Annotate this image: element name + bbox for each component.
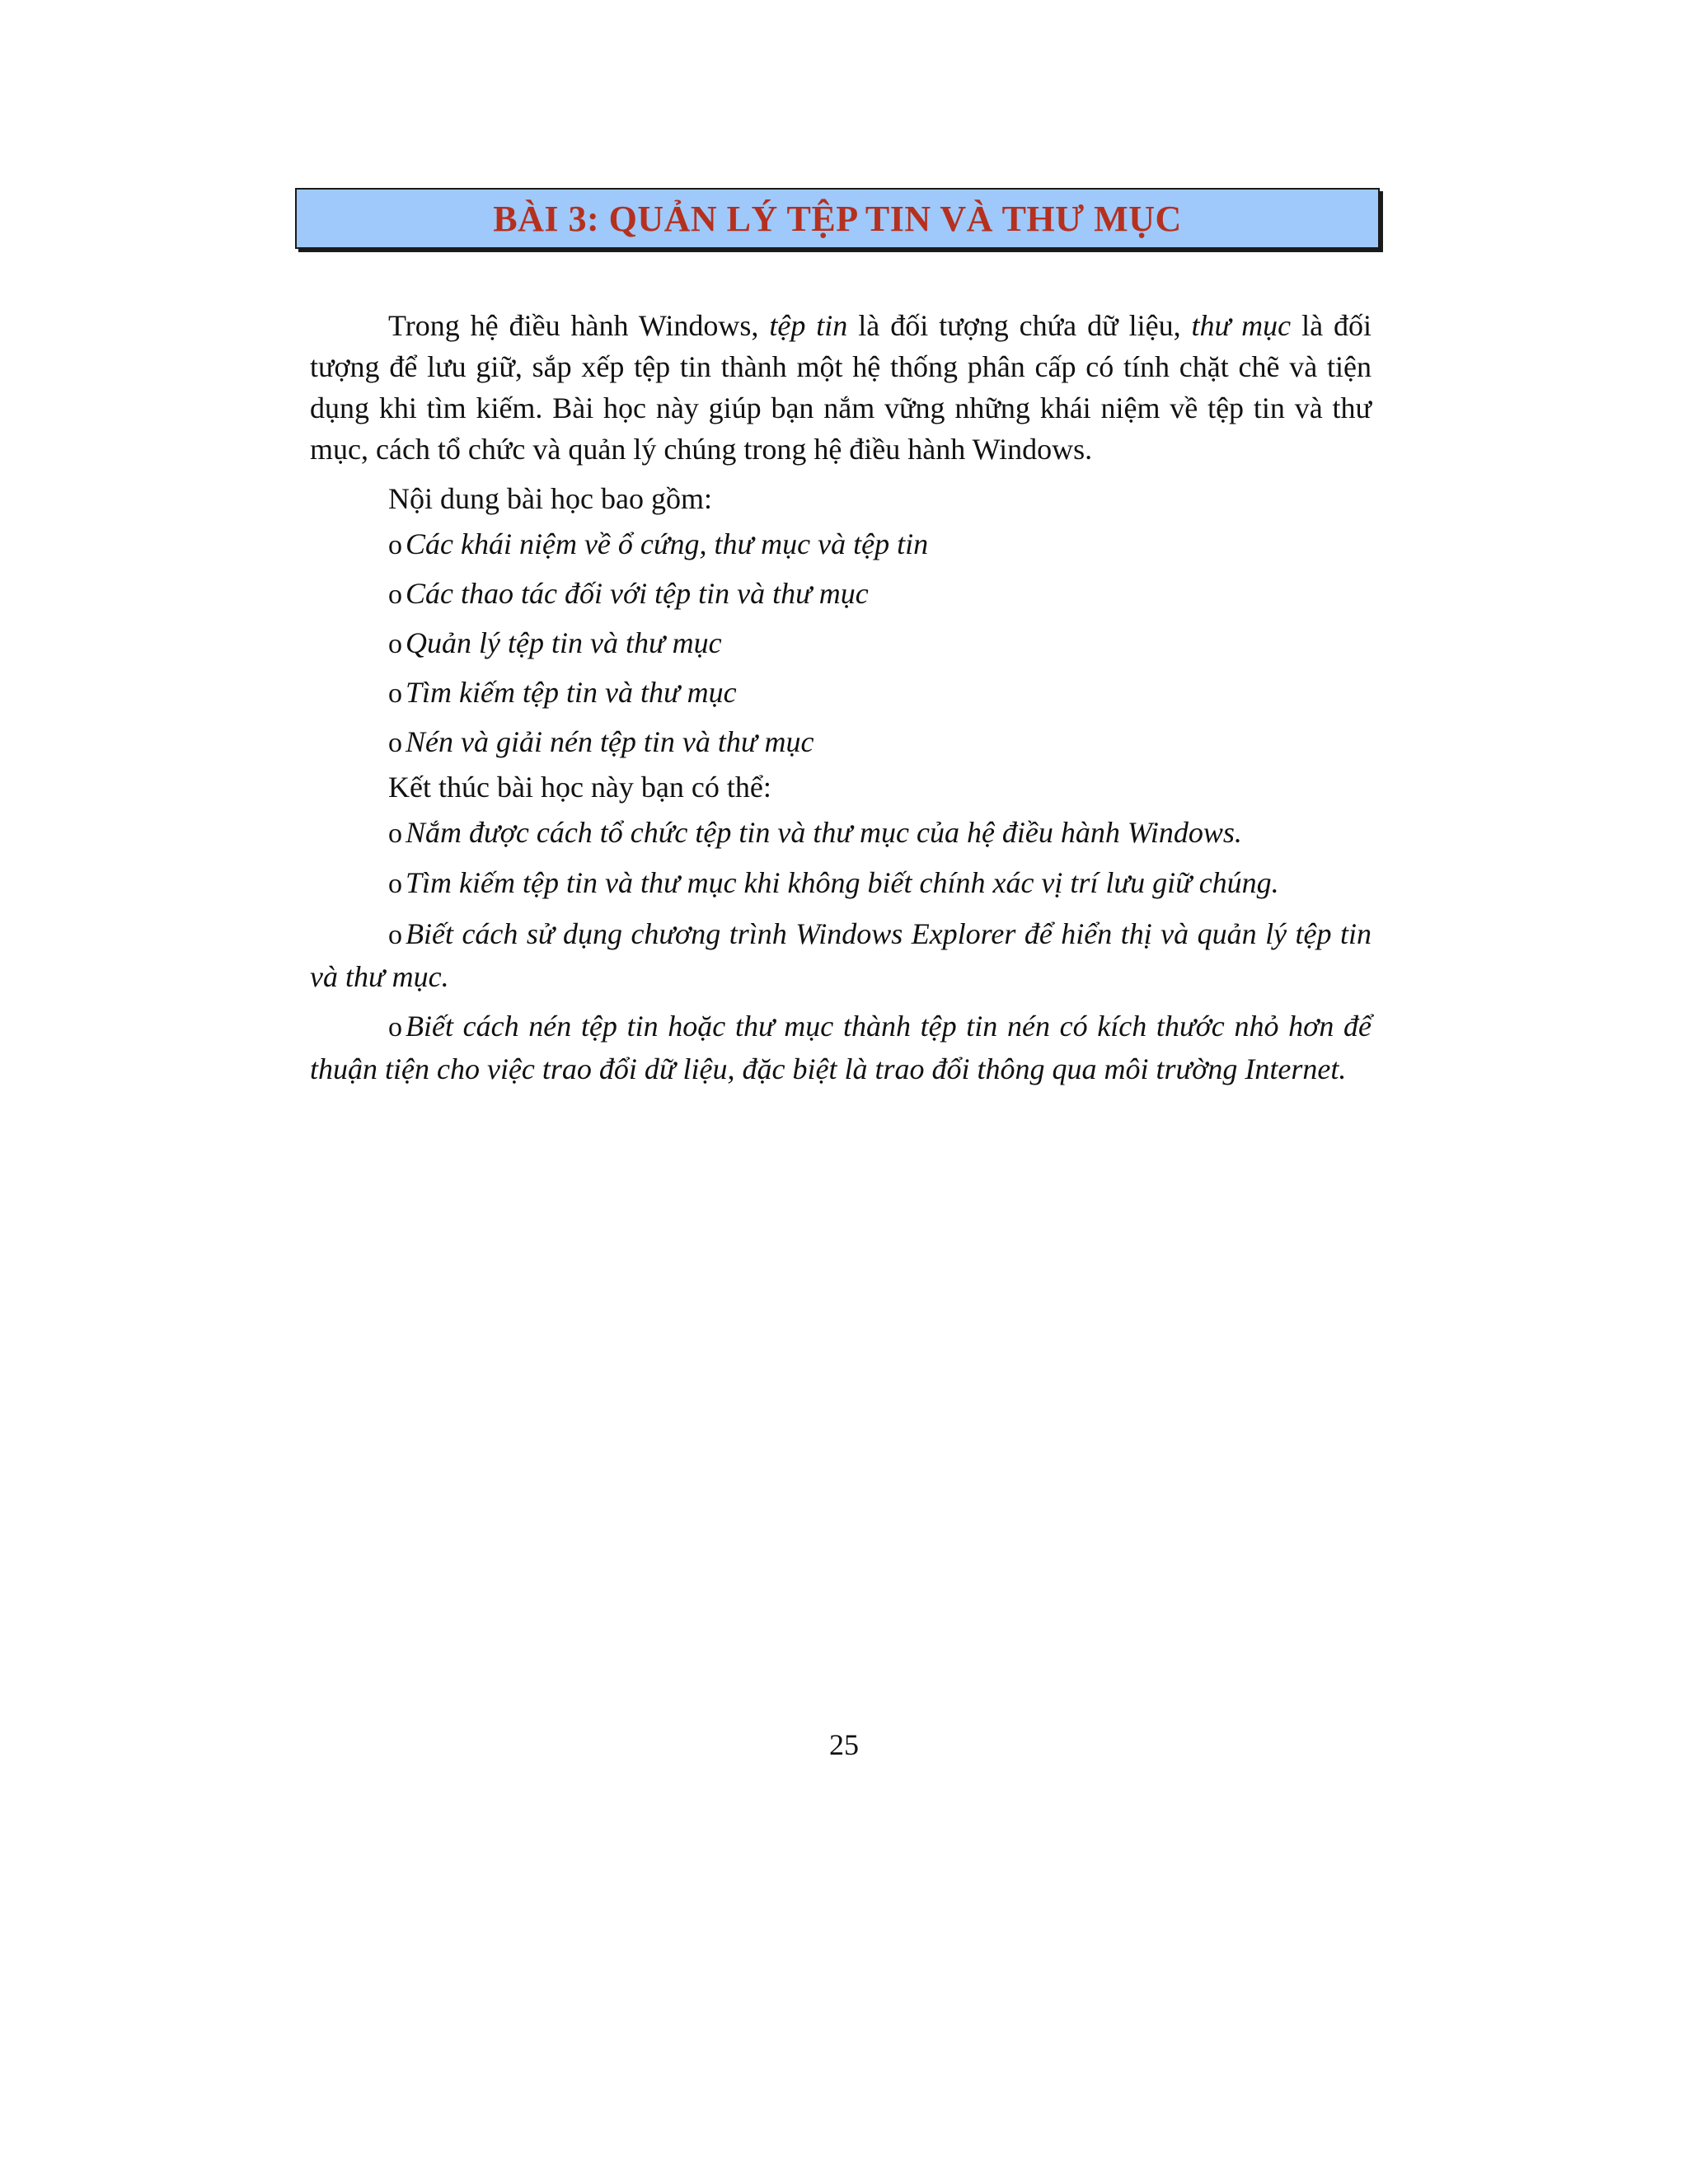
page-number: 25 xyxy=(829,1728,859,1761)
intro-term-folder: thư mục xyxy=(1191,309,1292,342)
list-item xyxy=(310,1005,1372,1090)
list-item-text: Biết cách nén tệp tin hoặc thư mục thành tệp tin nén có kích thước nhỏ hơn để thuận tiện cho việc trao đổi dữ liệu, đặc biệt là trao đổi thông qua môi trường Internet. xyxy=(310,1010,1372,1085)
list-item-text: Quản lý tệp tin và thư mục xyxy=(406,626,722,659)
lesson-title-banner xyxy=(295,188,1380,249)
bullet-marker: o xyxy=(388,579,402,610)
list-item-text: Tìm kiếm tệp tin và thư mục xyxy=(406,676,737,709)
bullet-marker: o xyxy=(388,530,402,560)
intro-paragraph xyxy=(310,305,1372,470)
list-item-text: Biết cách sử dụng chương trình Windows Explorer để hiển thị và quản lý tệp tin và thư mục. xyxy=(310,917,1372,993)
list-item xyxy=(310,569,1372,618)
intro-term-file: tệp tin xyxy=(769,309,848,342)
list-item-text: Các thao tác đối với tệp tin và thư mục xyxy=(406,577,869,610)
list-item-text: Nén và giải nén tệp tin và thư mục xyxy=(406,725,814,758)
list-item xyxy=(310,717,1372,766)
content-heading: Nội dung bài học bao gồm: xyxy=(388,482,712,515)
content-list xyxy=(310,519,1372,766)
outcome-heading: Kết thúc bài học này bạn có thể: xyxy=(388,771,771,804)
list-item xyxy=(310,862,1372,905)
bullet-marker: o xyxy=(388,869,402,899)
intro-part1: Trong hệ điều hành Windows, xyxy=(388,309,770,342)
list-item xyxy=(310,519,1372,569)
list-item xyxy=(310,913,1372,997)
list-item xyxy=(310,668,1372,717)
bullet-marker: o xyxy=(388,1012,402,1043)
bullet-marker: o xyxy=(388,678,402,709)
bullet-marker: o xyxy=(388,629,402,659)
list-item-text: Tìm kiếm tệp tin và thư mục khi không biết chính xác vị trí lưu giữ chúng. xyxy=(406,866,1279,899)
lesson-title: BÀI 3: QUẢN LÝ TỆP TIN VÀ THƯ MỤC xyxy=(493,198,1182,239)
list-item-text: Các khái niệm về ổ cứng, thư mục và tệp tin xyxy=(406,527,929,560)
bullet-marker: o xyxy=(388,728,402,758)
bullet-marker: o xyxy=(388,818,402,849)
outcome-list xyxy=(310,808,1372,1090)
bullet-marker: o xyxy=(388,920,402,950)
intro-part3: là đối tượng để lưu giữ, sắp xếp tệp tin thành một hệ thống phân cấp có tính chặt chẽ và tiện dụng khi tìm kiếm. Bài học này giúp bạn nắm vững những khái niệm về tệp tin và thư mục, cách tổ chức và quản lý chúng trong hệ điều hành Windows. xyxy=(310,309,1372,466)
intro-part2: là đối tượng chứa dữ liệu, xyxy=(847,309,1192,342)
list-item xyxy=(310,618,1372,668)
lesson-body xyxy=(310,305,1372,1098)
list-item-text: Nắm được cách tổ chức tệp tin và thư mục của hệ điều hành Windows. xyxy=(406,816,1242,849)
list-item xyxy=(310,808,1372,857)
